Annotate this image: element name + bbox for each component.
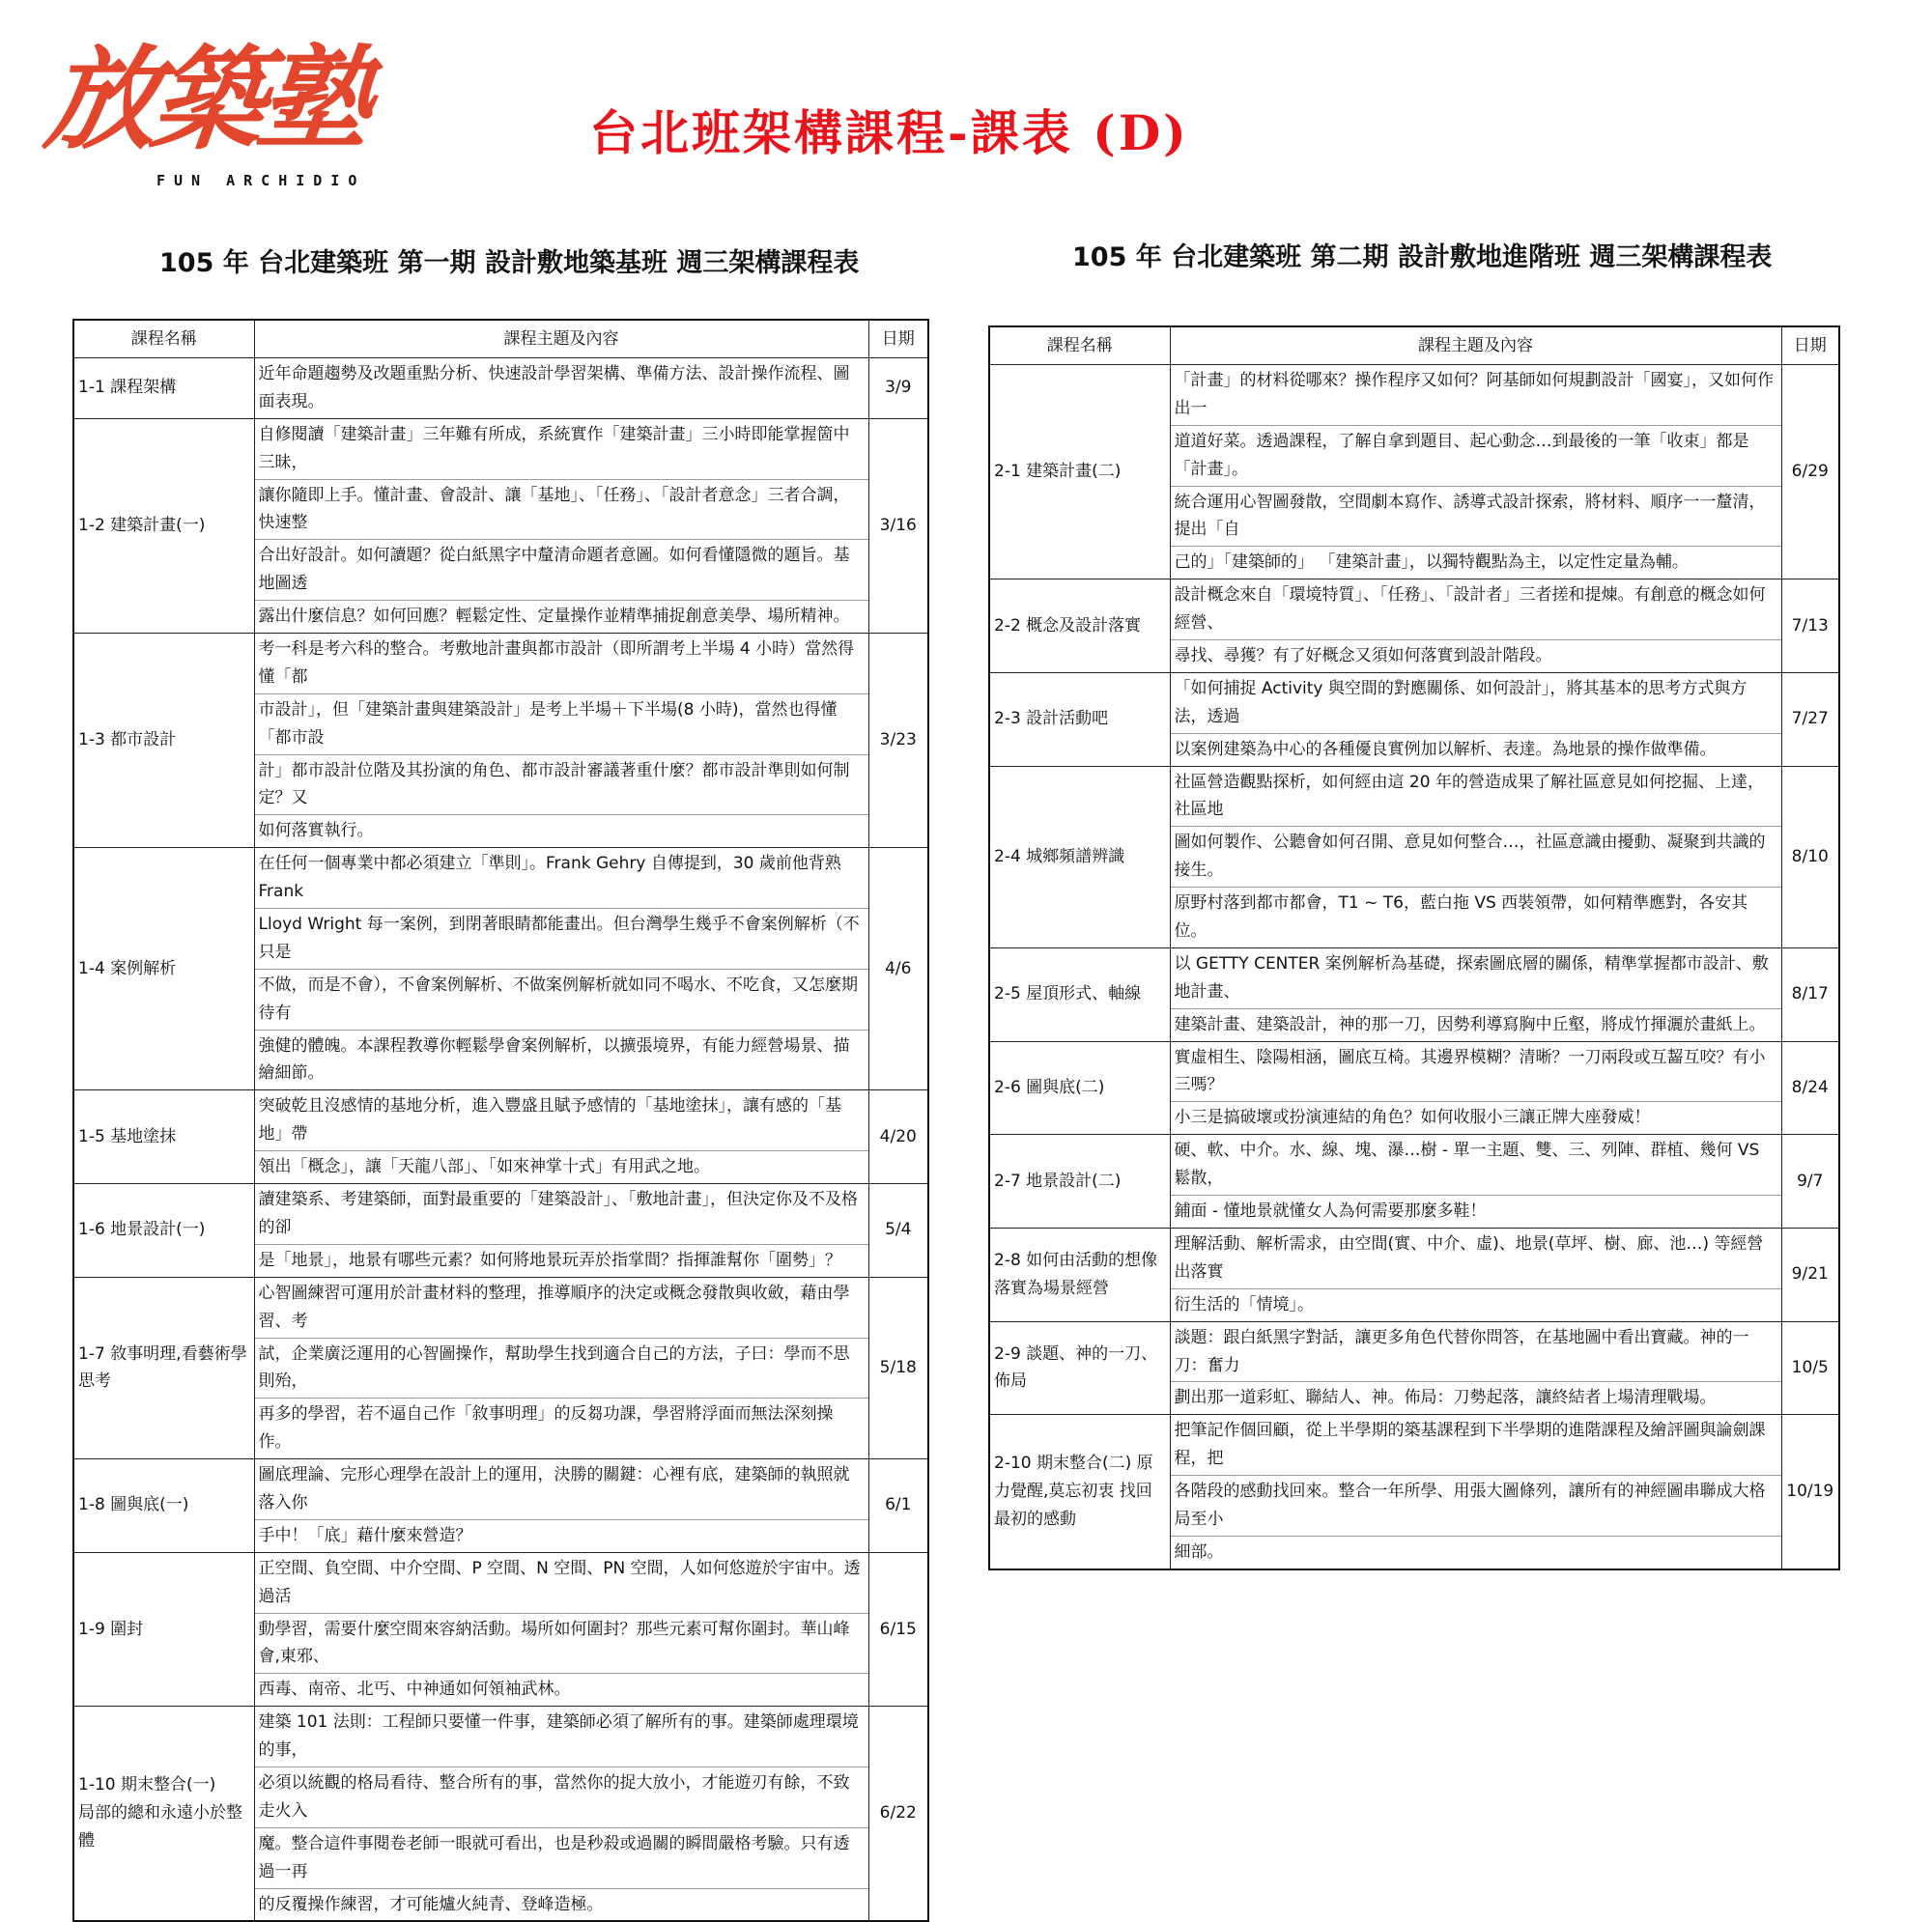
- header-course-name: 課程名稱: [73, 320, 254, 358]
- course-content-line: 合出好設計。如何讀題？從白紙黑字中釐清命題者意圖。如何看懂隱微的題旨。基地圖透: [255, 540, 868, 601]
- course-date-cell: 3/9: [868, 358, 928, 419]
- table-row: [73, 1707, 928, 1922]
- course-content-line: 必須以統觀的格局看待、整合所有的事，當然你的捉大放小，才能遊刃有餘，不致走火入: [255, 1767, 868, 1828]
- course-content-line: 市設計」，但「建築計畫與建築設計」是考上半場＋下半場(8 小時)，當然也得懂「都市設: [255, 694, 868, 755]
- table-header-row: [989, 326, 1839, 365]
- table-row: [989, 365, 1839, 579]
- table-row: [73, 848, 928, 1090]
- left-schedule-title: 105 年 台北建築班 第一期 設計敷地築基班 週三架構課程表: [159, 248, 860, 278]
- table-row: [989, 1228, 1839, 1321]
- course-content-line: 原野村落到都市都會，T1 ~ T6，藍白拖 VS 西裝領帶，如何精準應對，各安其位。: [1174, 893, 1748, 942]
- right-schedule-title: 105 年 台北建築班 第二期 設計敷地進階班 週三架構課程表: [1072, 242, 1773, 272]
- course-content-cell: [254, 634, 868, 848]
- course-content-line: 強健的體魄。本課程教導你輕鬆學會案例解析，以擴張境界，有能力經營場景、描繪細節。: [258, 1035, 850, 1084]
- course-name-cell: 1-4 案例解析: [73, 848, 254, 1090]
- left-schedule-table: [72, 319, 929, 1922]
- course-content-line: 的反覆操作練習，才可能爐火純青、登峰造極。: [258, 1894, 604, 1914]
- course-name-cell: 1-9 圍封: [73, 1552, 254, 1706]
- course-date-cell: 10/5: [1781, 1321, 1839, 1415]
- course-content-line: 劃出那一道彩虹、聯結人、神。佈局：刀勢起落，讓終結者上場清理戰場。: [1174, 1388, 1717, 1408]
- course-content-line: 各階段的感動找回來。整合一年所學、用張大圖條列，讓所有的神經圖串聯成大格局至小: [1171, 1476, 1781, 1537]
- course-name-cell: 2-4 城鄉頻譜辨識: [989, 766, 1170, 947]
- course-content-line: 建築 101 法則：工程師只要懂一件事，建築師必須了解所有的事。建築師處理環境的事，: [255, 1707, 868, 1767]
- header-course-content: 課程主題及內容: [1170, 326, 1781, 365]
- course-name-cell: 2-5 屋頂形式、軸線: [989, 947, 1170, 1041]
- course-content-line: 把筆記作個回顧，從上半學期的築基課程到下半學期的進階課程及繪評圖與論劍課程，把: [1171, 1415, 1781, 1476]
- course-content-line: 尋找、尋獲？有了好概念又須如何落實到設計階段。: [1174, 646, 1552, 666]
- course-content-cell: [1170, 1415, 1781, 1569]
- course-content-cell: [254, 1459, 868, 1553]
- course-name-cell: 1-1 課程架構: [73, 358, 254, 419]
- course-name-cell: 2-9 談題、神的一刀、佈局: [989, 1321, 1170, 1415]
- course-content-line: 考一科是考六科的整合。考敷地計畫與都市設計（即所謂考上半場 4 小時）當然得懂「都: [255, 634, 868, 694]
- course-content-line: 設計概念來自「環境特質」、「任務」、「設計者」三者搓和提煉。有創意的概念如何經營、: [1171, 579, 1781, 640]
- table-header-row: [73, 320, 928, 358]
- course-content-line: 建築計畫、建築設計，神的那一刀，因勢利導寫胸中丘壑，將成竹揮灑於畫紙上。: [1174, 1014, 1766, 1034]
- course-content-cell: [254, 1184, 868, 1278]
- course-name-cell: 2-8 如何由活動的想像落實為場景經營: [989, 1228, 1170, 1321]
- course-content-line: 再多的學習，若不逼自己作「敘事明理」的反芻功課，學習將浮面而無法深刻操作。: [258, 1404, 834, 1453]
- course-date-cell: 10/19: [1781, 1415, 1839, 1569]
- course-content-line: 在任何一個專業中都必須建立「準則」。Frank Gehry 自傳提到，30 歲前他背熟 Frank: [255, 848, 868, 909]
- course-date-cell: 6/15: [868, 1552, 928, 1706]
- course-content-line: 近年命題趨勢及改題重點分析、快速設計學習架構、準備方法、設計操作流程、圖面表現。: [258, 364, 850, 411]
- course-content-cell: [1170, 947, 1781, 1041]
- course-name-cell: 1-7 敘事明理,看藝術學思考: [73, 1277, 254, 1458]
- header-date: 日期: [1781, 326, 1839, 365]
- course-content-line: 小三是搞破壞或扮演連結的角色？如何收服小三讓正牌大座發威！: [1174, 1108, 1651, 1128]
- course-name-cell: 1-5 基地塗抹: [73, 1090, 254, 1184]
- course-content-line: 動學習，需要什麼空間來容納活動。場所如何圍封？那些元素可幫你圍封。華山峰會,東邪、: [255, 1614, 868, 1675]
- table-row: [73, 634, 928, 848]
- course-content-line: 硬、軟、中介。水、線、塊、瀑…樹 - 單一主題、雙、三、列陣、群植、幾何 VS 鬆散，: [1171, 1135, 1781, 1196]
- page-title: 台北班架構課程-課表 (D): [589, 104, 1189, 161]
- course-content-line: 鋪面 - 懂地景就懂女人為何需要那麼多鞋！: [1174, 1201, 1487, 1222]
- right-schedule-table: [988, 325, 1840, 1570]
- course-content-cell: [254, 1552, 868, 1706]
- table-row: [989, 1415, 1839, 1569]
- course-date-cell: 5/4: [868, 1184, 928, 1278]
- course-content-cell: [254, 418, 868, 633]
- course-content-line: 讀建築系、考建築師，面對最重要的「建築設計」、「敷地計畫」，但決定你及不及格的卻: [255, 1184, 868, 1245]
- header-date: 日期: [868, 320, 928, 358]
- course-content-line: 以案例建築為中心的各種優良實例加以解析、表達。為地景的操作做準備。: [1174, 739, 1717, 759]
- table-row: [73, 418, 928, 633]
- course-content-line: 己的」「建築師的」 「建築計畫」，以獨特觀點為主，以定性定量為輔。: [1174, 552, 1689, 573]
- table-row: [73, 1552, 928, 1706]
- table-row: [989, 947, 1839, 1041]
- course-name-cell: 1-3 都市設計: [73, 634, 254, 848]
- table-row: [989, 1135, 1839, 1229]
- course-content-line: 細部。: [1174, 1541, 1224, 1562]
- table-row: [989, 579, 1839, 673]
- course-content-line: 道道好菜。透過課程，了解自拿到題目、起心動念…到最後的一筆「收束」都是「計畫」。: [1171, 426, 1781, 487]
- course-content-line: 「計畫」的材料從哪來？操作程序又如何？阿基師如何規劃設計「國宴」，又如何作出一: [1171, 365, 1781, 426]
- course-name-cell: 2-3 設計活動吧: [989, 672, 1170, 766]
- course-date-cell: 9/7: [1781, 1135, 1839, 1229]
- course-content-cell: [1170, 766, 1781, 947]
- course-content-line: 圖底理論、完形心理學在設計上的運用，決勝的關鍵：心裡有底，建築師的執照就落入你: [255, 1459, 868, 1520]
- course-content-cell: [1170, 579, 1781, 673]
- course-content-line: 露出什麼信息？如何回應？輕鬆定性、定量操作並精準捕捉創意美學、場所精神。: [258, 607, 850, 627]
- table-row: [73, 358, 928, 419]
- course-content-cell: [1170, 365, 1781, 579]
- course-date-cell: 4/6: [868, 848, 928, 1090]
- table-row: [73, 1277, 928, 1458]
- course-content-line: 正空間、負空間、中介空間、P 空間、N 空間、PN 空間，人如何悠遊於宇宙中。透過活: [255, 1553, 868, 1614]
- course-content-cell: [254, 1277, 868, 1458]
- course-name-cell: 1-8 圖與底(一): [73, 1459, 254, 1553]
- table-row: [989, 1041, 1839, 1135]
- table-row: [73, 1184, 928, 1278]
- course-date-cell: 3/16: [868, 418, 928, 633]
- course-content-cell: [1170, 1041, 1781, 1135]
- table-row: [989, 766, 1839, 947]
- course-content-cell: [254, 358, 868, 419]
- course-date-cell: 7/27: [1781, 672, 1839, 766]
- table-row: [989, 672, 1839, 766]
- course-name-cell: 2-7 地景設計(二): [989, 1135, 1170, 1229]
- course-content-line: 西毒、南帝、北丐、中神通如何領袖武林。: [258, 1680, 571, 1700]
- course-content-line: 魔。整合這件事閱卷老師一眼就可看出，也是秒殺或過關的瞬間嚴格考驗。只有透過一再: [255, 1828, 868, 1889]
- course-content-line: 談題：跟白紙黑字對話，讓更多角色代替你問答，在基地圖中看出寶藏。神的一刀：奮力: [1171, 1322, 1781, 1383]
- course-content-line: Lloyd Wright 每一案例，到閉著眼睛都能畫出。但台灣學生幾乎不會案例解析（不只是: [255, 909, 868, 970]
- table-row: [73, 1459, 928, 1553]
- course-date-cell: 5/18: [868, 1277, 928, 1458]
- course-date-cell: 8/10: [1781, 766, 1839, 947]
- course-name-cell: 2-6 圖與底(二): [989, 1041, 1170, 1135]
- course-content-line: 如何落實執行。: [258, 821, 374, 841]
- logo-chinese: 放築塾: [39, 34, 373, 165]
- course-name-cell: 2-1 建築計畫(二): [989, 365, 1170, 579]
- course-content-cell: [254, 848, 868, 1090]
- course-content-cell: [254, 1707, 868, 1922]
- course-content-line: 衍生活的「情境」。: [1174, 1294, 1314, 1314]
- course-content-line: 手中！「底」藉什麼來營造？: [258, 1525, 472, 1545]
- course-date-cell: 8/24: [1781, 1041, 1839, 1135]
- course-name-cell: 1-2 建築計畫(一): [73, 418, 254, 633]
- course-date-cell: 6/1: [868, 1459, 928, 1553]
- table-row: [989, 1321, 1839, 1415]
- course-content-cell: [1170, 672, 1781, 766]
- header-course-name: 課程名稱: [989, 326, 1170, 365]
- course-content-line: 心智圖練習可運用於計畫材料的整理，推導順序的決定或概念發散與收斂，藉由學習、考: [255, 1278, 868, 1339]
- course-content-line: 計」都市設計位階及其扮演的角色、都市設計審議著重什麼？都市設計準則如何制定？又: [255, 755, 868, 816]
- course-date-cell: 4/20: [868, 1090, 928, 1184]
- course-content-line: 試，企業廣泛運用的心智圖操作，幫助學生找到適合自己的方法，子曰：學而不思則殆，: [255, 1339, 868, 1399]
- course-name-cell: 1-10 期末整合(一) 局部的總和永遠小於整體: [73, 1707, 254, 1922]
- course-date-cell: 8/17: [1781, 947, 1839, 1041]
- course-content-line: 圖如何製作、公聽會如何召開、意見如何整合…，社區意識由擾動、凝聚到共識的接生。: [1171, 827, 1781, 888]
- course-name-cell: 2-2 概念及設計落實: [989, 579, 1170, 673]
- course-date-cell: 7/13: [1781, 579, 1839, 673]
- course-content-line: 社區營造觀點探析，如何經由這 20 年的營造成果了解社區意見如何挖掘、上達，社區地: [1171, 767, 1781, 828]
- course-content-line: 統合運用心智圖發散，空間劇本寫作、誘導式設計探索，將材料、順序一一釐清，提出「自: [1171, 487, 1781, 548]
- table-row: [73, 1090, 928, 1184]
- course-content-line: 領出「概念」，讓「天龍八部」、「如來神掌十式」有用武之地。: [258, 1157, 710, 1177]
- course-content-line: 讓你隨即上手。懂計畫、會設計、讓「基地」、「任務」、「設計者意念」三者合調，快速整: [255, 480, 868, 541]
- course-content-line: 自修閱讀「建築計畫」三年難有所成，系統實作「建築計畫」三小時即能掌握箇中三昧，: [255, 419, 868, 480]
- course-name-cell: 2-10 期末整合(二) 原力覺醒,莫忘初衷 找回最初的感動: [989, 1415, 1170, 1569]
- course-content-cell: [1170, 1135, 1781, 1229]
- course-content-cell: [1170, 1321, 1781, 1415]
- course-content-line: 理解活動、解析需求，由空間(實、中介、虛)、地景(草坪、樹、廊、池…) 等經營出落實: [1171, 1229, 1781, 1289]
- logo-english: FUN ARCHIDIO: [156, 172, 366, 189]
- course-date-cell: 9/21: [1781, 1228, 1839, 1321]
- course-content-line: 不做，而是不會），不會案例解析、不做案例解析就如同不喝水、不吃食，又怎麼期待有: [255, 970, 868, 1031]
- course-date-cell: 6/29: [1781, 365, 1839, 579]
- course-content-line: 「如何捕捉 Activity 與空間的對應關係、如何設計」，將其基本的思考方式與方法，透過: [1171, 673, 1781, 734]
- course-content-line: 突破乾且沒感情的基地分析，進入豐盛且賦予感情的「基地塗抹」，讓有感的「基地」帶: [255, 1090, 868, 1151]
- header-course-content: 課程主題及內容: [254, 320, 868, 358]
- course-date-cell: 3/23: [868, 634, 928, 848]
- course-content-cell: [254, 1090, 868, 1184]
- course-content-line: 實虛相生、陰陽相涵，圖底互椅。其邊界模糊？清晰？一刀兩段或互齧互咬？有小三嗎？: [1171, 1042, 1781, 1103]
- course-content-line: 以 GETTY CENTER 案例解析為基礎，探索圖底層的關係，精準掌握都市設計、敷地計畫、: [1171, 948, 1781, 1009]
- course-name-cell: 1-6 地景設計(一): [73, 1184, 254, 1278]
- course-content-line: 是「地景」，地景有哪些元素？如何將地景玩弄於指掌間？指揮誰幫你「圍勢」？: [258, 1250, 841, 1270]
- course-content-cell: [1170, 1228, 1781, 1321]
- course-date-cell: 6/22: [868, 1707, 928, 1922]
